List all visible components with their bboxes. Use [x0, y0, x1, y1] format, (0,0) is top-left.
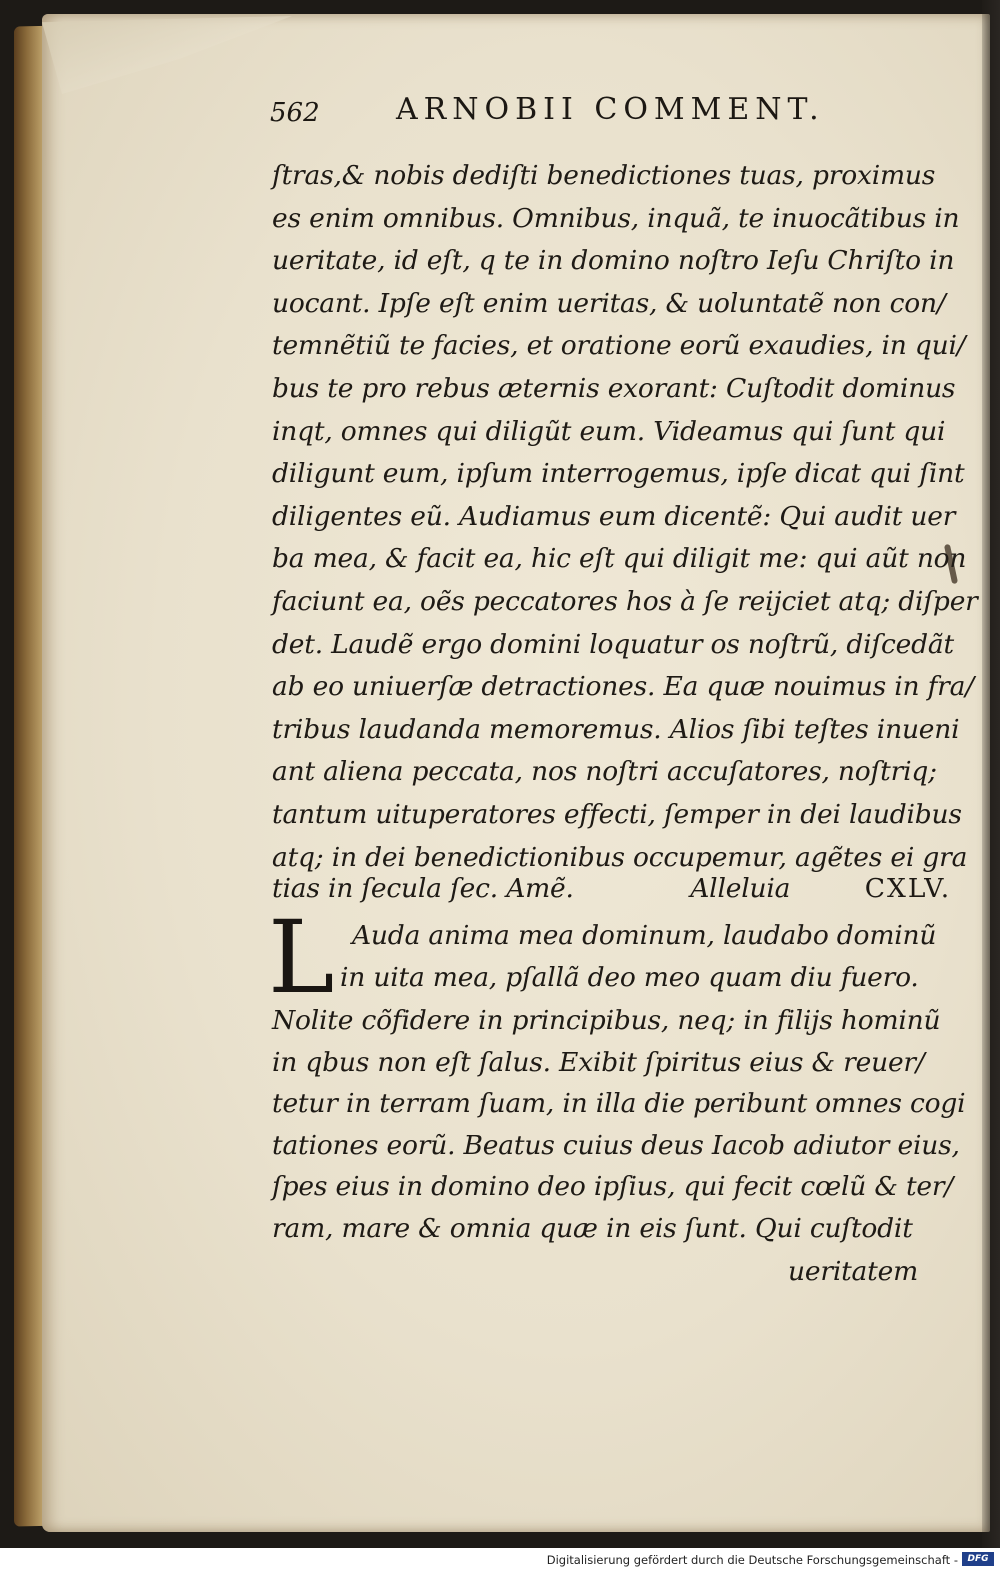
text-line: inqt, omnes qui diligũt eum. Videamus qui ſunt qui — [272, 415, 946, 447]
text-line: es enim omnibus. Omnibus, inquã, te inuocãtibus in — [272, 202, 960, 234]
footer-credit: Digitalisierung gefördert durch die Deutsche Forschungsgemeinschaft - — [546, 1553, 958, 1567]
dropcap-line: Auda anima mea dominum, laudabo dominũ — [352, 920, 937, 951]
text-line: uocant. Ipſe eſt enim ueritas, & uoluntatẽ non con/ — [272, 287, 946, 319]
text-line: ba mea, & facit ea, hic eſt qui diligit me: qui aũt non — [272, 543, 967, 575]
dfg-logo: DFG — [962, 1552, 994, 1566]
text-line: bus te pro rebus æternis exorant: Cuſtodit dominus — [272, 373, 956, 404]
text-line: ſpes eius in domino deo ipſius, qui fecit cœlũ & ter/ — [272, 1171, 954, 1202]
text-line: tribus laudanda memoremus. Alios ſibi teſtes inueni — [272, 713, 960, 745]
text-line: diligentes eũ. Audiamus eum dicentẽ: Qui audit uer — [272, 500, 956, 532]
text-line: ſtras,& nobis dediſti benedictiones tuas, proximus — [272, 160, 936, 191]
text-line: Nolite cõfidere in principibus, neq; in filijs hominũ — [272, 1005, 941, 1036]
gutter-shadow — [982, 0, 1000, 1548]
page-header — [270, 92, 870, 152]
text-line: tantum uituperatores effecti, ſemper in dei laudibus — [272, 799, 962, 830]
psalm-numeral: CXLV. — [864, 873, 952, 904]
text-line: ant aliena peccata, nos noſtri accuſatores, noſtriq; — [272, 756, 937, 788]
text-line: ab eo uniuerſæ detractiones. Ea quæ nouimus in fra/ — [272, 671, 974, 703]
running-title: ARNOBII COMMENT. — [396, 92, 825, 127]
psalm-heading-line — [272, 873, 951, 904]
drop-capital: L — [268, 899, 335, 1016]
text-line: tetur in terram ſuam, in illa die peribunt omnes cogi — [272, 1088, 966, 1119]
psalm-closing-text: tias in ſecula ſec. Amẽ. — [272, 873, 574, 904]
text-line: in qbus non eſt ſalus. Exibit ſpiritus eius & reuer/ — [272, 1046, 925, 1078]
psalm-label: Alleluia — [690, 873, 791, 904]
catchword: ueritatem — [788, 1256, 919, 1287]
page-number: 562 — [270, 98, 320, 128]
text-line: det. Laudẽ ergo domini loquatur os noſtrũ, diſcedãt — [272, 628, 954, 660]
text-line: tationes eorũ. Beatus cuius deus Iacob adiutor eius, — [272, 1129, 960, 1161]
text-line: ram, mare & omnia quæ in eis ſunt. Qui cuſtodit — [272, 1212, 913, 1244]
text-line: temnẽtiũ te facies, et oratione eorũ exaudies, in qui/ — [272, 330, 966, 362]
footer-bar — [0, 1548, 1000, 1571]
text-line: faciunt ea, oẽs peccatores hos à ſe reijciet atq; diſper — [272, 586, 978, 617]
text-line: ueritate, id eſt, q te in domino noſtro Ieſu Chriſto in — [272, 245, 955, 277]
text-line: atq; in dei benedictionibus occupemur, agẽtes ei gra — [272, 841, 968, 873]
dropcap-line: in uita mea, pſallã deo meo quam diu fuero. — [340, 962, 919, 993]
text-line: diligunt eum, ipſum interrogemus, ipſe dicat qui ſint — [272, 458, 965, 490]
